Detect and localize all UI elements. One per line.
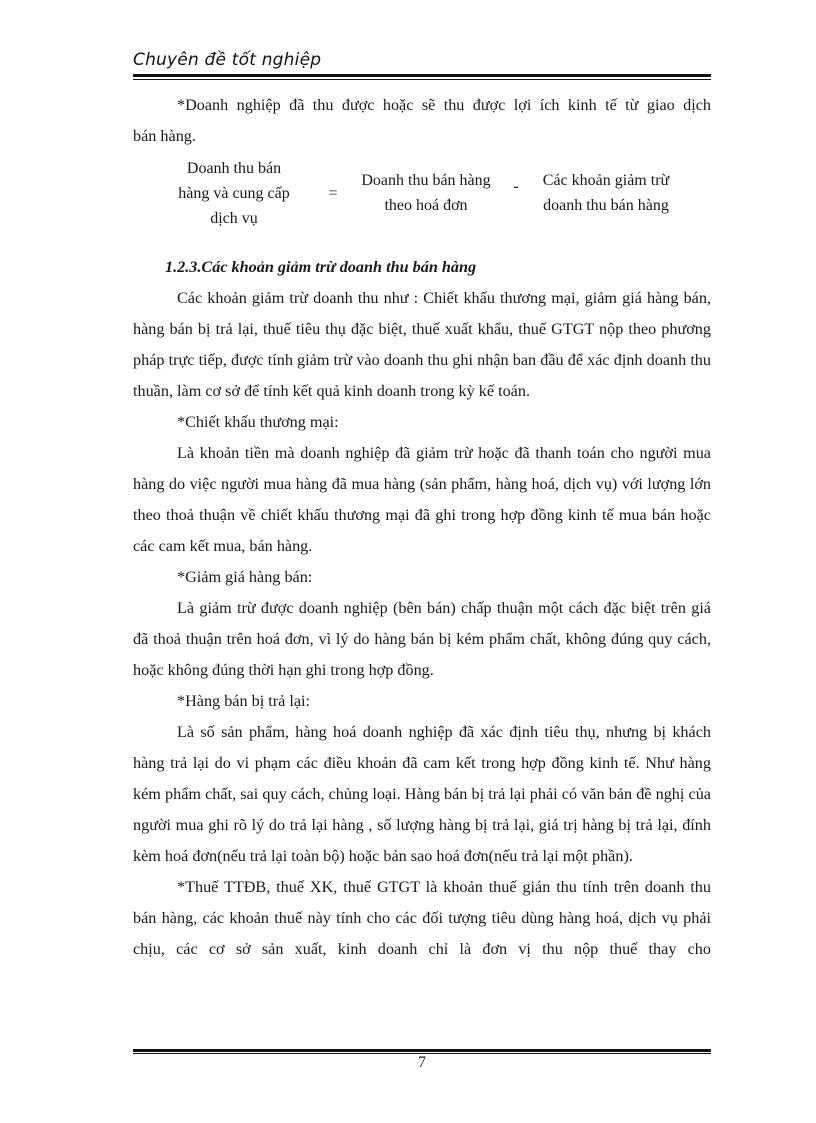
trade-discount-body: Là khoản tiền mà doanh nghiệp đã giảm trừ hoặc đã thanh toán cho người mua hàng do việc người mua hàng đã mua hàng (sản phẩm, hàng hoá, dịch vụ) với lượng lớn theo thoả thuận về chiết khấu thương mại đã ghi trong hợp đồng kinh tế mua bán hoặc các cam kết mua, bán hàng. xyxy=(133,444,711,555)
formula-right-line-2: doanh thu bán hàng xyxy=(543,197,669,214)
header-rule-thick xyxy=(133,74,711,77)
section-heading: 1.2.3.Các khoản giảm trừ doanh thu bán hàng xyxy=(165,258,477,276)
formula-equals-sign: = xyxy=(328,185,338,202)
formula-middle-line-1: Doanh thu bán hàng xyxy=(361,172,491,189)
revenue-formula xyxy=(133,156,711,242)
trade-discount-title: *Chiết khấu thương mại: xyxy=(177,413,339,431)
formula-left-line-3: dịch vụ xyxy=(210,210,258,227)
formula-left-line-1: Doanh thu bán xyxy=(186,160,282,177)
formula-right-term xyxy=(531,168,681,218)
tax-paragraph: *Thuế TTĐB, thuế XK, thuế GTGT là khoản thuế gián thu tính trên doanh thu bán hàng, các khoản thuế này tính cho các đối tượng tiêu dùng hàng hoá, dịch vụ phải chịu, các cơ sở sản xuất, kinh doanh chỉ là đơn vị thu nộp thuế thay cho xyxy=(133,878,711,958)
deductions-paragraph: Các khoản giảm trừ doanh thu như : Chiết khấu thương mại, giảm giá hàng bán, hàng bán bị trả lại, thuế tiêu thụ đặc biệt, thuế xuất khẩu, thuế GTGT nộp theo phương pháp trực tiếp, được tính giảm trừ vào doanh thu ghi nhận ban đầu để xác định doanh thu thuần, làm cơ sở để tính kết quả kinh doanh trong kỳ kế toán. xyxy=(133,289,711,400)
formula-middle-term xyxy=(351,168,501,218)
header-rule-thin xyxy=(133,79,711,80)
formula-middle-line-2: theo hoá đơn xyxy=(384,197,468,214)
formula-minus-sign: - xyxy=(513,178,519,195)
intro-line-2: bán hàng. xyxy=(133,127,196,145)
header-title: Chuyên đề tốt nghiệp xyxy=(133,50,322,70)
page-content xyxy=(133,90,711,965)
sales-returns-body: Là số sản phẩm, hàng hoá doanh nghiệp đã xác định tiêu thụ, nhưng bị khách hàng trả lại do vi phạm các điều khoản đã cam kết trong hợp đồng kinh tế. Như hàng kém phẩm chất, sai quy cách, chủng loại. Hàng bán bị trả lại phải có văn bản đề nghị của người mua ghi rõ lý do trả lại hàng , số lượng hàng bị trả lại, giá trị hàng bị trả lại, đính kèm hoá đơn(nếu trả lại toàn bộ) hoặc bản sao hoá đơn(nếu trả lại một phần). xyxy=(133,723,711,865)
intro-line-1: *Doanh nghiệp đã thu được hoặc sẽ thu được lợi ích kinh tế từ giao dịch xyxy=(177,96,711,114)
formula-left-term xyxy=(169,156,299,231)
formula-right-line-1: Các khoản giảm trừ xyxy=(542,172,670,189)
footer-rule-thick xyxy=(133,1049,711,1052)
price-reduction-body: Là giảm trừ được doanh nghiệp (bên bán) chấp thuận một cách đặc biệt trên giá đã thoả thuận trên hoá đơn, vì lý do hàng bán bị kém phẩm chất, không đúng quy cách, hoặc không đúng thời hạn ghi trong hợp đồng. xyxy=(133,599,711,679)
sales-returns-title: *Hàng bán bị trả lại: xyxy=(177,692,311,710)
formula-left-line-2: hàng và cung cấp xyxy=(178,185,290,202)
price-reduction-title: *Giảm giá hàng bán: xyxy=(177,568,313,586)
page-number: 7 xyxy=(418,1054,426,1071)
